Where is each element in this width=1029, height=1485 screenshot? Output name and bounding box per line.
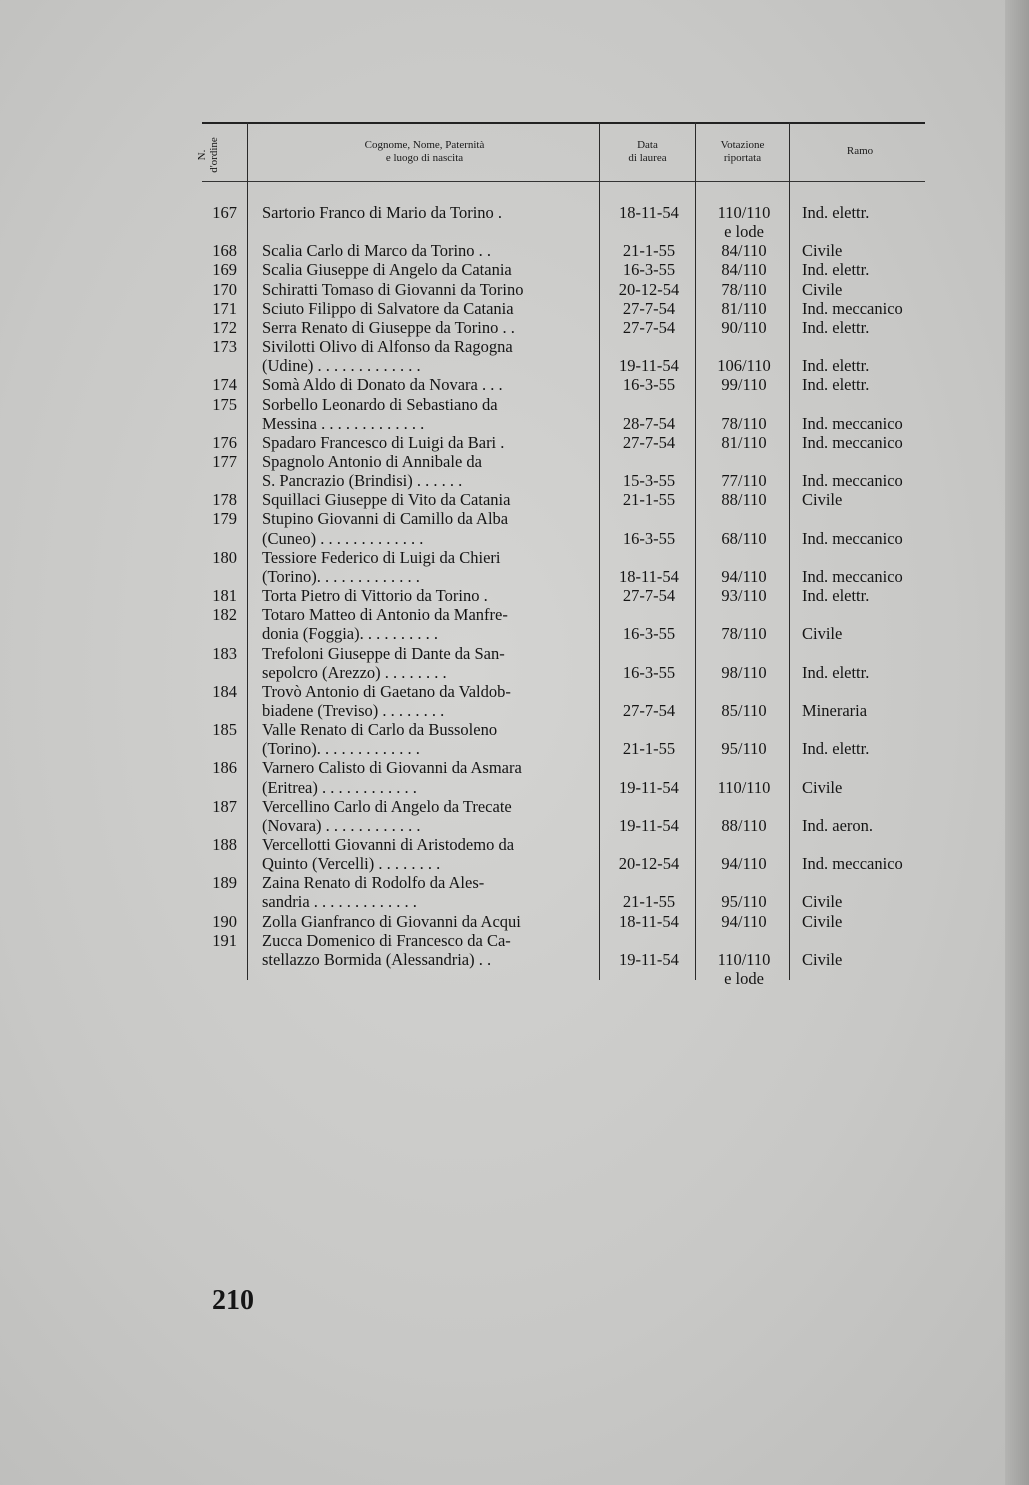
row-vote: 78/110 [721,279,767,299]
header-date-line1: Data [637,139,658,151]
row-name: Quinto (Vercelli) . . . . . . . . [262,854,441,874]
header-rule-bottom [202,181,925,182]
row-branch: Civile [802,892,843,912]
row-name: Messina . . . . . . . . . . . . . [262,413,425,433]
row-date: 16-3-55 [622,260,676,280]
row-date: 27-7-54 [622,586,676,605]
row-vote: 99/110 [721,375,767,395]
row-branch: Ind. meccanico [802,471,903,491]
row-vote: 88/110 [721,815,767,835]
row-date: 21-1-55 [622,241,676,261]
row-vote: 84/110 [721,241,767,261]
row-number: 181 [212,586,237,605]
row-name: Varnero Calisto di Giovanni da Asmara [262,758,522,778]
row-name: Vercellino Carlo di Angelo da Trecate [262,796,512,816]
page-number: 210 [212,1285,254,1316]
row-vote: 78/110 [721,624,767,644]
row-number: 180 [212,547,237,567]
row-name: Zaina Renato di Rodolfo da Ales- [262,873,485,893]
row-number: 171 [212,298,237,318]
row-date: 16-3-55 [622,624,676,644]
row-name: Sorbello Leonardo di Sebastiano da [262,394,498,414]
row-vote: 77/110 [721,471,767,491]
row-name: donia (Foggia). . . . . . . . . . [262,624,438,644]
header-vote [696,139,789,165]
row-date: 27-7-54 [622,700,676,720]
row-date: 28-7-54 [622,413,676,433]
row-branch: Civile [802,624,843,644]
row-number: 188 [212,834,237,854]
header-branch: Ramo [846,145,874,157]
row-number: 187 [212,796,237,816]
row-date: 19-11-54 [619,356,679,376]
row-number: 168 [212,241,237,261]
header-name-line1: Cognome, Nome, Paternità [364,139,485,151]
row-branch: Ind. elettr. [802,317,870,337]
column-divider-name [599,122,600,980]
row-number: 177 [212,451,237,471]
row-branch: Ind. meccanico [802,298,903,318]
column-divider-date [695,122,696,980]
row-name: Tessiore Federico di Luigi da Chieri [262,547,501,567]
row-name: Serra Renato di Giuseppe da Torino . . [262,317,515,337]
header-order-line1: N. [196,149,208,161]
page-edge-shadow [1005,0,1029,1485]
row-vote: 88/110 [721,490,767,510]
column-divider-order [247,122,248,980]
row-vote: 110/110 [717,203,771,222]
row-date: 16-3-55 [622,528,676,548]
row-name: Valle Renato di Carlo da Bussoleno [262,720,498,739]
row-vote: 85/110 [721,700,767,720]
row-name: Trovò Antonio di Gaetano da Valdob- [262,681,511,701]
row-vote: 95/110 [721,739,767,759]
row-date: 16-3-55 [622,375,676,395]
row-name: S. Pancrazio (Brindisi) . . . . . . [262,471,463,491]
row-branch: Ind. elettr. [802,739,870,759]
row-branch: Civile [802,490,843,510]
row-name: Somà Aldo di Donato da Novara . . . [262,375,503,395]
row-branch: Ind. meccanico [802,432,903,452]
row-date: 19-11-54 [619,815,679,835]
header-name [252,139,597,165]
row-name: (Eritrea) . . . . . . . . . . . . [262,777,417,797]
row-date: 16-3-55 [622,662,676,682]
row-name: (Torino). . . . . . . . . . . . . [262,739,420,759]
row-number: 189 [212,873,237,893]
row-vote: 81/110 [721,432,767,452]
row-vote: 78/110 [721,413,767,433]
row-vote: 110/110 [717,949,771,969]
row-name: Scalia Giuseppe di Angelo da Catania [262,260,512,280]
row-vote: 110/110 [717,777,771,797]
row-branch: Civile [802,279,843,299]
row-branch: Ind. elettr. [802,260,870,280]
row-vote: e lode [724,222,764,242]
header-order [196,135,236,175]
column-divider-vote [789,122,790,980]
row-vote: 81/110 [721,298,767,318]
row-name: Totaro Matteo di Antonio da Manfre- [262,605,508,625]
row-branch: Ind. elettr. [802,356,870,376]
row-number: 174 [212,375,237,395]
row-name: Trefoloni Giuseppe di Dante da San- [262,643,505,663]
row-date: 21-1-55 [622,739,676,759]
row-name: Zucca Domenico di Francesco da Ca- [262,930,511,950]
header-vote-line2: riportata [723,152,762,164]
row-name: stellazzo Bormida (Alessandria) . . [262,949,492,969]
row-date: 21-1-55 [622,490,676,510]
header-name-line2: e luogo di nascita [385,152,464,164]
row-number: 191 [212,930,237,950]
row-branch: Ind. aeron. [802,815,874,835]
row-number: 185 [212,720,237,739]
row-number: 178 [212,490,237,510]
row-number: 170 [212,279,237,299]
header-order-line2: d'ordine [208,137,220,173]
row-name: biadene (Treviso) . . . . . . . . [262,700,445,720]
row-branch: Ind. elettr. [802,586,870,605]
row-vote: e lode [724,969,764,988]
row-number: 184 [212,681,237,701]
row-branch: Ind. meccanico [802,854,903,874]
row-number: 175 [212,394,237,414]
row-name: (Novara) . . . . . . . . . . . . [262,815,421,835]
row-vote: 94/110 [721,854,767,874]
row-date: 19-11-54 [619,949,679,969]
row-name: Stupino Giovanni di Camillo da Alba [262,509,509,529]
row-date: 27-7-54 [622,432,676,452]
row-branch: Ind. meccanico [802,566,903,586]
row-date: 18-11-54 [619,911,679,931]
row-date: 19-11-54 [619,777,679,797]
row-vote: 93/110 [721,586,767,605]
row-vote: 94/110 [721,566,767,586]
header-date [600,139,695,165]
row-branch: Ind. meccanico [802,413,903,433]
row-name: Squillaci Giuseppe di Vito da Catania [262,490,511,510]
row-date: 27-7-54 [622,317,676,337]
row-number: 190 [212,911,237,931]
row-number: 186 [212,758,237,778]
row-name: (Torino). . . . . . . . . . . . . [262,566,420,586]
row-branch: Civile [802,911,843,931]
row-number: 167 [212,203,237,222]
header-vote-line1: Votazione [720,139,765,151]
row-branch: Ind. meccanico [802,528,903,548]
row-vote: 90/110 [721,317,767,337]
row-name: Scalia Carlo di Marco da Torino . . [262,241,492,261]
row-name: Sartorio Franco di Mario da Torino . [262,203,503,222]
row-date: 27-7-54 [622,298,676,318]
row-name: Zolla Gianfranco di Giovanni da Acqui [262,911,521,931]
row-name: Spadaro Francesco di Luigi da Bari . [262,432,505,452]
row-number: 182 [212,605,237,625]
row-name: Schiratti Tomaso di Giovanni da Torino [262,279,524,299]
row-name: sepolcro (Arezzo) . . . . . . . . [262,662,447,682]
row-name: sandria . . . . . . . . . . . . . [262,892,417,912]
row-number: 173 [212,337,237,356]
row-branch: Ind. elettr. [802,203,870,222]
row-name: (Udine) . . . . . . . . . . . . . [262,356,421,376]
row-vote: 95/110 [721,892,767,912]
row-name: Sciuto Filippo di Salvatore da Catania [262,298,514,318]
row-branch: Civile [802,777,843,797]
row-branch: Civile [802,241,843,261]
row-date: 20-12-54 [618,854,680,874]
header-date-line2: di laurea [628,152,667,164]
row-vote: 94/110 [721,911,767,931]
row-vote: 84/110 [721,260,767,280]
row-vote: 68/110 [721,528,767,548]
header-rule-top [202,122,925,124]
row-date: 21-1-55 [622,892,676,912]
row-name: Sivilotti Olivo di Alfonso da Ragogna [262,337,513,356]
row-name: (Cuneo) . . . . . . . . . . . . . [262,528,424,548]
row-number: 169 [212,260,237,280]
row-date: 18-11-54 [619,566,679,586]
row-number: 176 [212,432,237,452]
row-number: 183 [212,643,237,663]
row-branch: Ind. elettr. [802,375,870,395]
row-branch: Civile [802,949,843,969]
row-branch: Mineraria [802,700,868,720]
row-number: 179 [212,509,237,529]
row-name: Spagnolo Antonio di Annibale da [262,451,482,471]
row-vote: 98/110 [721,662,767,682]
row-name: Vercellotti Giovanni di Aristodemo da [262,834,515,854]
row-date: 18-11-54 [619,203,679,222]
row-vote: 106/110 [717,356,771,376]
row-number: 172 [212,317,237,337]
row-date: 15-3-55 [622,471,676,491]
row-branch: Ind. elettr. [802,662,870,682]
row-name: Torta Pietro di Vittorio da Torino . [262,586,488,605]
row-date: 20-12-54 [618,279,680,299]
